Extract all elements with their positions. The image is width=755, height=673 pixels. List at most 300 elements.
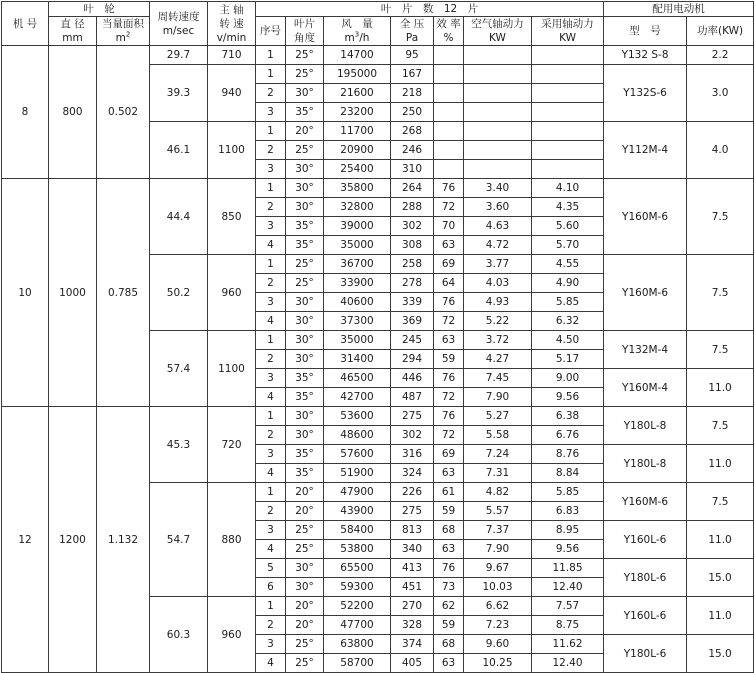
- pressure-value: 275: [391, 502, 434, 521]
- seq-number: 1: [256, 255, 286, 274]
- shaft-speed: 850: [208, 179, 256, 255]
- efficiency-value: 73: [434, 578, 464, 597]
- seq-number: 1: [256, 122, 286, 141]
- pressure-value: 813: [391, 521, 434, 540]
- col-airflow-header: 风 量 $m^3/h$: [324, 17, 391, 46]
- used-shaft-power: [532, 141, 604, 160]
- used-shaft-power: 8.76: [532, 445, 604, 464]
- pressure-value: 310: [391, 160, 434, 179]
- col-seq-header: 序号: [256, 17, 286, 46]
- blade-angle: 35°: [286, 103, 324, 122]
- blade-angle: 30°: [286, 179, 324, 198]
- seq-number: 3: [256, 445, 286, 464]
- used-shaft-power: 7.57: [532, 597, 604, 616]
- blade-angle: 30°: [286, 578, 324, 597]
- motor-model: Y132M-4: [604, 331, 687, 369]
- motor-model: Y160M-6: [604, 483, 687, 521]
- motor-model: Y160M-4: [604, 369, 687, 407]
- efficiency-value: 76: [434, 179, 464, 198]
- blade-angle: 20°: [286, 616, 324, 635]
- airflow-value: 46500: [324, 369, 391, 388]
- pressure-value: 316: [391, 445, 434, 464]
- col-efficiency-header: 效 率 %: [434, 17, 464, 46]
- pressure-value: 218: [391, 84, 434, 103]
- efficiency-value: 64: [434, 274, 464, 293]
- used-shaft-power: 5.17: [532, 350, 604, 369]
- seq-number: 2: [256, 350, 286, 369]
- pressure-value: 167: [391, 65, 434, 84]
- seq-number: 2: [256, 141, 286, 160]
- air-shaft-power: 6.62: [464, 597, 532, 616]
- blade-angle: 35°: [286, 217, 324, 236]
- motor-model: Y160M-6: [604, 179, 687, 255]
- airflow-value: 53800: [324, 540, 391, 559]
- seq-number: 1: [256, 331, 286, 350]
- air-shaft-power: 5.57: [464, 502, 532, 521]
- efficiency-value: 72: [434, 198, 464, 217]
- motor-model: Y180L-6: [604, 559, 687, 597]
- air-shaft-power: 5.27: [464, 407, 532, 426]
- blade-angle: 30°: [286, 331, 324, 350]
- airflow-value: 20900: [324, 141, 391, 160]
- air-shaft-power: 7.31: [464, 464, 532, 483]
- motor-power: 11.0: [687, 597, 754, 635]
- airflow-value: 37300: [324, 312, 391, 331]
- motor-model: Y160M-6: [604, 255, 687, 331]
- seq-number: 2: [256, 502, 286, 521]
- impeller-diameter: 1200: [49, 407, 97, 673]
- pressure-value: 288: [391, 198, 434, 217]
- shaft-speed: 880: [208, 483, 256, 597]
- blade-angle: 30°: [286, 84, 324, 103]
- seq-number: 2: [256, 198, 286, 217]
- motor-power: 15.0: [687, 635, 754, 673]
- used-shaft-power: 4.90: [532, 274, 604, 293]
- impeller-group-header: 叶 轮: [49, 2, 150, 17]
- blade-angle: 25°: [286, 141, 324, 160]
- efficiency-value: [434, 141, 464, 160]
- impeller-diameter: 1000: [49, 179, 97, 407]
- header-row-1: [2, 2, 754, 17]
- airflow-value: 11700: [324, 122, 391, 141]
- peripheral-speed: 45.3: [150, 407, 208, 483]
- motor-power: 3.0: [687, 65, 754, 122]
- table-row: [2, 407, 754, 426]
- airflow-value: 63800: [324, 635, 391, 654]
- efficiency-value: 63: [434, 236, 464, 255]
- motor-model: Y132S-6: [604, 65, 687, 122]
- efficiency-value: 72: [434, 426, 464, 445]
- air-shaft-power: 7.23: [464, 616, 532, 635]
- motor-power: 11.0: [687, 445, 754, 483]
- used-shaft-power: [532, 84, 604, 103]
- air-shaft-power: 3.40: [464, 179, 532, 198]
- pressure-value: 339: [391, 293, 434, 312]
- airflow-value: 32800: [324, 198, 391, 217]
- pressure-value: 275: [391, 407, 434, 426]
- col-pressure-header: 全 压 Pa: [391, 17, 434, 46]
- col-motor-model-header: 型 号: [604, 17, 687, 46]
- pressure-value: 264: [391, 179, 434, 198]
- table-row: [2, 179, 754, 198]
- efficiency-value: 72: [434, 312, 464, 331]
- efficiency-value: [434, 65, 464, 84]
- equivalent-area: 0.502: [97, 46, 150, 179]
- blade-angle: 35°: [286, 388, 324, 407]
- peripheral-speed: 57.4: [150, 331, 208, 407]
- pressure-value: 245: [391, 331, 434, 350]
- seq-number: 1: [256, 597, 286, 616]
- motor-model: Y160L-6: [604, 597, 687, 635]
- pressure-value: 258: [391, 255, 434, 274]
- pressure-value: 250: [391, 103, 434, 122]
- pressure-value: 270: [391, 597, 434, 616]
- air-shaft-power: [464, 46, 532, 65]
- seq-number: 4: [256, 236, 286, 255]
- blade-angle: 25°: [286, 274, 324, 293]
- air-shaft-power: 5.22: [464, 312, 532, 331]
- airflow-value: 47900: [324, 483, 391, 502]
- efficiency-value: 76: [434, 369, 464, 388]
- seq-number: 1: [256, 407, 286, 426]
- used-shaft-power: 11.85: [532, 559, 604, 578]
- used-shaft-power: 12.40: [532, 654, 604, 673]
- motor-power: 15.0: [687, 559, 754, 597]
- airflow-value: 21600: [324, 84, 391, 103]
- air-shaft-power: 4.27: [464, 350, 532, 369]
- seq-number: 2: [256, 616, 286, 635]
- seq-number: 3: [256, 217, 286, 236]
- col-motor-power-header: 功率(KW): [687, 17, 754, 46]
- blade-angle: 35°: [286, 445, 324, 464]
- airflow-value: 43900: [324, 502, 391, 521]
- airflow-value: 35800: [324, 179, 391, 198]
- seq-number: 3: [256, 369, 286, 388]
- pressure-value: 451: [391, 578, 434, 597]
- seq-number: 4: [256, 388, 286, 407]
- air-shaft-power: [464, 141, 532, 160]
- used-shaft-power: 8.75: [532, 616, 604, 635]
- blade-angle: 30°: [286, 160, 324, 179]
- seq-number: 4: [256, 312, 286, 331]
- used-shaft-power: 9.56: [532, 540, 604, 559]
- peripheral-speed: 39.3: [150, 65, 208, 122]
- seq-number: 4: [256, 654, 286, 673]
- seq-number: 2: [256, 274, 286, 293]
- efficiency-value: 69: [434, 255, 464, 274]
- col-shaft-header: 主 轴 转 速 v/min: [208, 2, 256, 46]
- used-shaft-power: 5.85: [532, 293, 604, 312]
- airflow-value: 42700: [324, 388, 391, 407]
- air-shaft-power: 10.03: [464, 578, 532, 597]
- seq-number: 6: [256, 578, 286, 597]
- motor-power: 11.0: [687, 521, 754, 559]
- shaft-speed: 940: [208, 65, 256, 122]
- used-shaft-power: [532, 46, 604, 65]
- pressure-value: 268: [391, 122, 434, 141]
- used-shaft-power: 9.00: [532, 369, 604, 388]
- air-shaft-power: [464, 84, 532, 103]
- shaft-speed: 710: [208, 46, 256, 65]
- efficiency-value: 63: [434, 464, 464, 483]
- air-shaft-power: 7.90: [464, 540, 532, 559]
- airflow-value: 25400: [324, 160, 391, 179]
- efficiency-value: 76: [434, 407, 464, 426]
- used-shaft-power: [532, 160, 604, 179]
- air-shaft-power: [464, 65, 532, 84]
- air-shaft-power: 7.37: [464, 521, 532, 540]
- pressure-value: 226: [391, 483, 434, 502]
- used-shaft-power: 8.84: [532, 464, 604, 483]
- used-shaft-power: 11.62: [532, 635, 604, 654]
- motor-model: Y112M-4: [604, 122, 687, 179]
- motor-power: 7.5: [687, 407, 754, 445]
- seq-number: 1: [256, 46, 286, 65]
- efficiency-value: 63: [434, 654, 464, 673]
- pressure-value: 308: [391, 236, 434, 255]
- airflow-value: 35000: [324, 331, 391, 350]
- airflow-value: 23200: [324, 103, 391, 122]
- header-row-2: [2, 17, 754, 46]
- airflow-value: 14700: [324, 46, 391, 65]
- used-shaft-power: 6.83: [532, 502, 604, 521]
- used-shaft-power: 9.56: [532, 388, 604, 407]
- air-shaft-power: 9.60: [464, 635, 532, 654]
- pressure-value: 369: [391, 312, 434, 331]
- air-shaft-power: 3.60: [464, 198, 532, 217]
- pressure-value: 278: [391, 274, 434, 293]
- blade-angle: 25°: [286, 46, 324, 65]
- blade-angle: 35°: [286, 369, 324, 388]
- pressure-value: 294: [391, 350, 434, 369]
- machine-number: 10: [2, 179, 49, 407]
- pressure-value: 324: [391, 464, 434, 483]
- airflow-value: 36700: [324, 255, 391, 274]
- used-shaft-power: 12.40: [532, 578, 604, 597]
- air-shaft-power: [464, 160, 532, 179]
- blade-angle: 25°: [286, 65, 324, 84]
- blade-angle: 30°: [286, 426, 324, 445]
- air-shaft-power: 7.24: [464, 445, 532, 464]
- fan-performance-table: [1, 1, 754, 673]
- used-shaft-power: 4.10: [532, 179, 604, 198]
- pressure-value: 446: [391, 369, 434, 388]
- motor-power: 2.2: [687, 46, 754, 65]
- equivalent-area: 0.785: [97, 179, 150, 407]
- air-shaft-power: 4.72: [464, 236, 532, 255]
- peripheral-speed: 50.2: [150, 255, 208, 331]
- pressure-value: 95: [391, 46, 434, 65]
- seq-number: 2: [256, 84, 286, 103]
- motor-power: 7.5: [687, 483, 754, 521]
- seq-number: 3: [256, 293, 286, 312]
- pressure-value: 487: [391, 388, 434, 407]
- air-shaft-power: 4.03: [464, 274, 532, 293]
- airflow-value: 53600: [324, 407, 391, 426]
- shaft-speed: 960: [208, 597, 256, 673]
- air-shaft-power: 4.93: [464, 293, 532, 312]
- used-shaft-power: 5.70: [532, 236, 604, 255]
- blade-angle: 25°: [286, 654, 324, 673]
- air-shaft-power: [464, 103, 532, 122]
- blade-angle: 30°: [286, 407, 324, 426]
- pressure-value: 374: [391, 635, 434, 654]
- air-shaft-power: 5.58: [464, 426, 532, 445]
- motor-model: Y180L-6: [604, 635, 687, 673]
- efficiency-value: 61: [434, 483, 464, 502]
- col-diameter-header: 直 径 mm: [49, 17, 97, 46]
- blade-angle: 30°: [286, 293, 324, 312]
- air-shaft-power: 4.63: [464, 217, 532, 236]
- seq-number: 1: [256, 179, 286, 198]
- seq-number: 4: [256, 464, 286, 483]
- shaft-speed: 1100: [208, 122, 256, 179]
- used-shaft-power: 6.76: [532, 426, 604, 445]
- peripheral-speed: 60.3: [150, 597, 208, 673]
- pressure-value: 246: [391, 141, 434, 160]
- blade-angle: 30°: [286, 198, 324, 217]
- seq-number: 4: [256, 540, 286, 559]
- efficiency-value: 68: [434, 635, 464, 654]
- efficiency-value: 76: [434, 293, 464, 312]
- airflow-value: 33900: [324, 274, 391, 293]
- peripheral-speed: 44.4: [150, 179, 208, 255]
- used-shaft-power: 4.55: [532, 255, 604, 274]
- machine-number: 12: [2, 407, 49, 673]
- seq-number: 3: [256, 635, 286, 654]
- motor-model: Y160L-6: [604, 521, 687, 559]
- used-shaft-power: [532, 103, 604, 122]
- pressure-value: 302: [391, 426, 434, 445]
- peripheral-speed: 54.7: [150, 483, 208, 597]
- blade-angle: 20°: [286, 122, 324, 141]
- pressure-value: 405: [391, 654, 434, 673]
- col-machine-header: 机 号: [2, 2, 49, 46]
- pressure-value: 328: [391, 616, 434, 635]
- efficiency-value: [434, 122, 464, 141]
- air-shaft-power: 3.72: [464, 331, 532, 350]
- used-shaft-power: [532, 122, 604, 141]
- efficiency-value: [434, 46, 464, 65]
- col-air-power-header: 空气轴动力 KW: [464, 17, 532, 46]
- used-shaft-power: 6.32: [532, 312, 604, 331]
- blade-angle: 30°: [286, 559, 324, 578]
- motor-model: Y180L-8: [604, 445, 687, 483]
- motor-power: 7.5: [687, 255, 754, 331]
- used-shaft-power: [532, 65, 604, 84]
- seq-number: 3: [256, 160, 286, 179]
- shaft-speed: 720: [208, 407, 256, 483]
- col-speed-header: 周转速度 m/sec: [150, 2, 208, 46]
- blade-angle: 20°: [286, 502, 324, 521]
- airflow-value: 35000: [324, 236, 391, 255]
- efficiency-value: 63: [434, 331, 464, 350]
- seq-number: 3: [256, 521, 286, 540]
- blade-angle: 30°: [286, 312, 324, 331]
- blade-angle: 25°: [286, 521, 324, 540]
- airflow-value: 59300: [324, 578, 391, 597]
- air-shaft-power: [464, 122, 532, 141]
- blades-group-header: 叶 片 数 12 片: [256, 2, 604, 17]
- airflow-value: 48600: [324, 426, 391, 445]
- efficiency-value: [434, 84, 464, 103]
- blade-angle: 25°: [286, 635, 324, 654]
- used-shaft-power: 4.35: [532, 198, 604, 217]
- blade-angle: 35°: [286, 464, 324, 483]
- equivalent-area: 1.132: [97, 407, 150, 673]
- efficiency-value: [434, 103, 464, 122]
- efficiency-value: 59: [434, 502, 464, 521]
- used-shaft-power: 4.50: [532, 331, 604, 350]
- efficiency-value: 76: [434, 559, 464, 578]
- impeller-diameter: 800: [49, 46, 97, 179]
- seq-number: 5: [256, 559, 286, 578]
- col-used-power-header: 采用轴动力 KW: [532, 17, 604, 46]
- motor-power: 4.0: [687, 122, 754, 179]
- shaft-speed: 960: [208, 255, 256, 331]
- machine-number: 8: [2, 46, 49, 179]
- efficiency-value: 62: [434, 597, 464, 616]
- airflow-value: 58700: [324, 654, 391, 673]
- efficiency-value: [434, 160, 464, 179]
- airflow-value: 65500: [324, 559, 391, 578]
- motor-group-header: 配用电动机: [604, 2, 754, 17]
- airflow-value: 57600: [324, 445, 391, 464]
- used-shaft-power: 5.85: [532, 483, 604, 502]
- seq-number: 2: [256, 426, 286, 445]
- blade-angle: 35°: [286, 236, 324, 255]
- airflow-value: 52200: [324, 597, 391, 616]
- blade-angle: 20°: [286, 597, 324, 616]
- blade-angle: 25°: [286, 255, 324, 274]
- blade-angle: 25°: [286, 540, 324, 559]
- airflow-value: 51900: [324, 464, 391, 483]
- airflow-value: 195000: [324, 65, 391, 84]
- airflow-value: 58400: [324, 521, 391, 540]
- motor-power: 11.0: [687, 369, 754, 407]
- airflow-value: 47700: [324, 616, 391, 635]
- efficiency-value: 72: [434, 388, 464, 407]
- air-shaft-power: 10.25: [464, 654, 532, 673]
- peripheral-speed: 46.1: [150, 122, 208, 179]
- motor-power: 7.5: [687, 179, 754, 255]
- table-row: [2, 46, 754, 65]
- efficiency-value: 70: [434, 217, 464, 236]
- air-shaft-power: 3.77: [464, 255, 532, 274]
- seq-number: 1: [256, 483, 286, 502]
- efficiency-value: 59: [434, 616, 464, 635]
- motor-model: Y132 S-8: [604, 46, 687, 65]
- airflow-value: 40600: [324, 293, 391, 312]
- air-shaft-power: 7.45: [464, 369, 532, 388]
- airflow-value: 39000: [324, 217, 391, 236]
- efficiency-value: 68: [434, 521, 464, 540]
- seq-number: 1: [256, 65, 286, 84]
- pressure-value: 302: [391, 217, 434, 236]
- airflow-value: 31400: [324, 350, 391, 369]
- used-shaft-power: 8.95: [532, 521, 604, 540]
- motor-model: Y180L-8: [604, 407, 687, 445]
- efficiency-value: 59: [434, 350, 464, 369]
- col-angle-header: 叶片 角度: [286, 17, 324, 46]
- efficiency-value: 69: [434, 445, 464, 464]
- pressure-value: 413: [391, 559, 434, 578]
- air-shaft-power: 7.90: [464, 388, 532, 407]
- col-area-header: 当量面积 $m^2$: [97, 17, 150, 46]
- shaft-speed: 1100: [208, 331, 256, 407]
- air-shaft-power: 4.82: [464, 483, 532, 502]
- blade-angle: 30°: [286, 350, 324, 369]
